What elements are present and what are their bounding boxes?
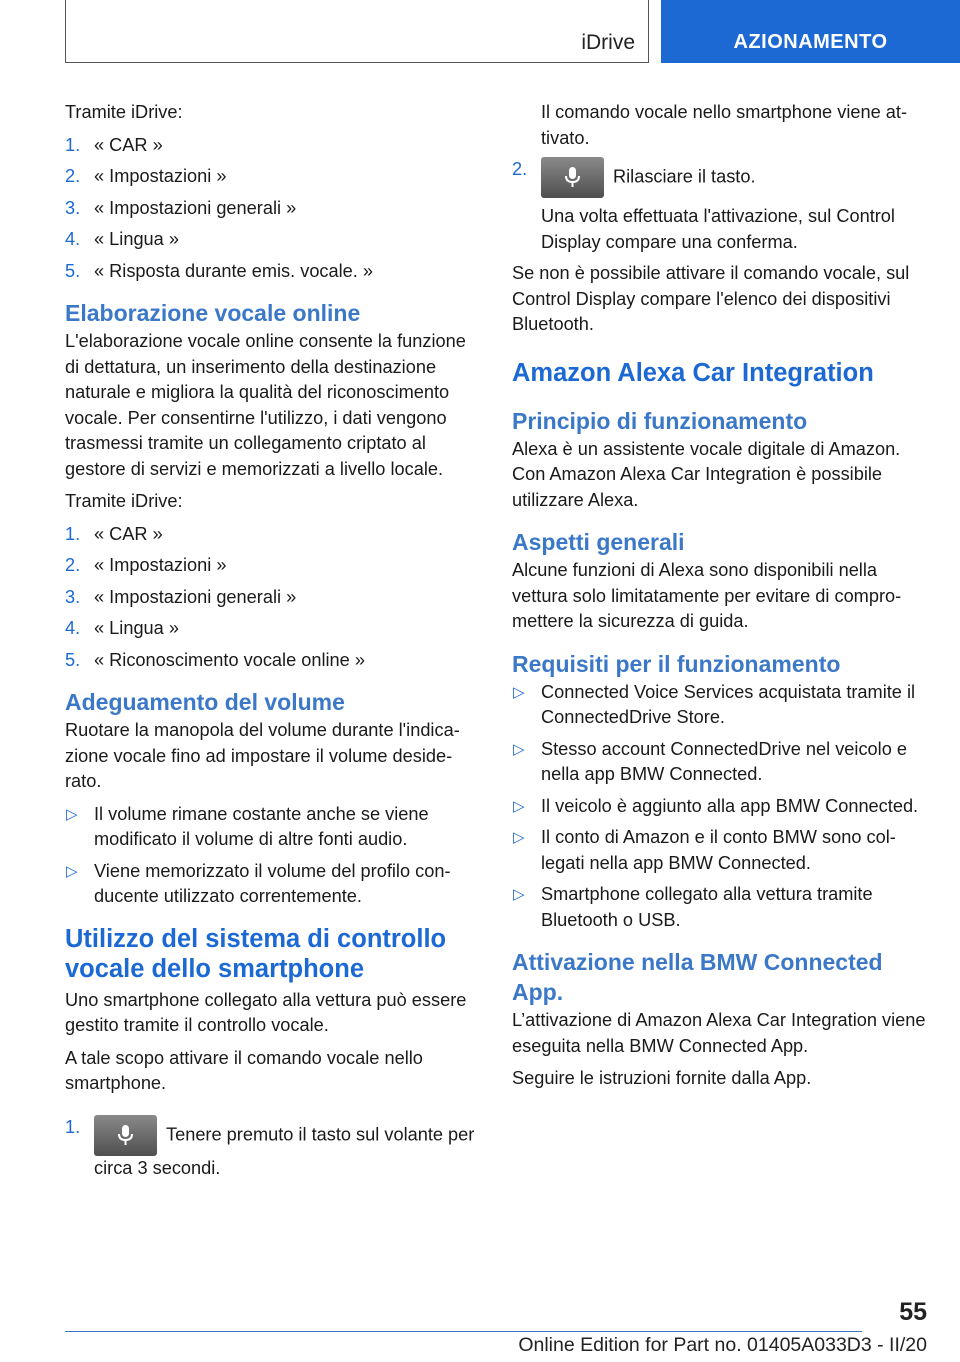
list-item: ▷ Connected Voice Services acquistata tramite il ConnectedDrive Store. — [513, 681, 916, 727]
bullet-triangle-icon: ▷ — [513, 797, 525, 815]
list-item: 5. « Risposta durante emis. vocale. » — [65, 260, 374, 281]
bullet-triangle-icon: ▷ — [66, 862, 78, 880]
list-item: 2. « Impostazioni » — [65, 555, 227, 575]
list-item: 1. « CAR » — [65, 134, 163, 155]
paragraph-online-processing: L'elaborazione vocale online consente la funzione di dettatura, un inserimento della destinazione naturale e migliora la qualità del riconoscimento vocale. Per consentirne l'utilizzo, i dati vengono trasmessi tramite un collegamento criptato al gestore di servizi e memorizzati a livello locale. — [65, 331, 466, 479]
list-item: ▷ Il veicolo è aggiunto alla app BMW Connected. — [512, 794, 927, 820]
paragraph-smartphone-2: A tale scopo attivare il comando vocale nello smartphone. — [65, 1047, 423, 1093]
microphone-icon — [94, 1115, 157, 1156]
paragraph-activation-1: L’attivazione di Amazon Alexa Car Integration viene eseguita nella BMW Connected App. — [512, 1010, 926, 1056]
intro-text: Tramite iDrive: — [65, 102, 183, 122]
heading-principle: Principio di funzionamento — [512, 407, 808, 434]
list-item: 5. « Riconoscimento vocale online » — [65, 649, 365, 670]
list-item: ▷ Il conto di Amazon e il conto BMW sono collegati nella app BMW Connected. — [513, 827, 896, 873]
list-item: 3. « Impostazioni generali » — [65, 197, 297, 218]
heading-volume: Adeguamento del volume — [65, 689, 345, 715]
paragraph-smartphone-1: Uno smartphone collegato alla vettura può essere gestito tramite il controllo vocale. — [65, 989, 467, 1035]
header-chapter-tab — [661, 0, 960, 63]
list-item: 4. « Lingua » — [65, 229, 179, 249]
step-continuation: Una volta effettuata l'attivazione, sul Control Display compare una conferma. — [541, 206, 895, 252]
list-item: ▷ Viene memorizzato il volume del profilo conducente utilizzato correntemente. — [66, 860, 451, 906]
list-item: 4. « Lingua » — [65, 618, 179, 638]
page-number: 55 — [899, 1298, 927, 1326]
bullet-triangle-icon: ▷ — [513, 886, 525, 903]
heading-general: Aspetti generali — [512, 529, 685, 555]
paragraph-principle: Alexa è un assistente vocale digitale di Amazon. Con Amazon Alexa Car Integration è possibile utilizzare Alexa. — [512, 438, 901, 510]
steps-list-response — [65, 133, 480, 285]
list-item: ▷ Stesso account ConnectedDrive nel veicolo e nella app BMW Connected. — [513, 738, 907, 784]
header-section-box — [65, 0, 649, 63]
right-column — [512, 100, 927, 1099]
intro-text: Tramite iDrive: — [65, 491, 183, 511]
bullet-triangle-icon: ▷ — [66, 805, 78, 823]
list-item: 1. « CAR » — [65, 523, 163, 544]
footer-divider — [65, 1331, 862, 1332]
paragraph-activation-2: Seguire le istruzioni fornite dalla App. — [512, 1068, 812, 1088]
heading-alexa: Amazon Alexa Car Integration — [512, 358, 874, 387]
left-column — [65, 100, 480, 1187]
heading-smartphone-voice: Utilizzo del sistema di controllo vocale dello smartphone — [65, 924, 447, 983]
step-continuation: Il comando vocale nello smartphone viene attivato. — [541, 102, 907, 148]
steps-list-online — [65, 522, 480, 674]
list-item: 2. Rilasciare il tasto. — [512, 157, 927, 198]
paragraph-general: Alcune funzioni di Alexa sono disponibili nella vettura solo limitatamente per evitare di compromettere la sicurezza di guida. — [512, 560, 902, 631]
bullet-triangle-icon: ▷ — [513, 829, 525, 846]
bullet-triangle-icon: ▷ — [513, 740, 525, 758]
header-chapter-title: AZIONAMENTO — [733, 31, 888, 53]
list-item: ▷ Smartphone collegato alla vettura tramite Bluetooth o USB. — [513, 884, 873, 930]
bullet-triangle-icon: ▷ — [513, 683, 525, 701]
paragraph-volume: Ruotare la manopola del volume durante l'indicazione vocale fino ad impostare il volume desiderato. — [65, 720, 460, 791]
microphone-icon — [541, 157, 604, 198]
paragraph-activation-fail: Se non è possibile attivare il comando vocale, sul Control Display compare l'elenco dei dispositivi Bluetooth. — [512, 263, 910, 334]
list-item: 2. « Impostazioni » — [65, 166, 227, 186]
list-item: 3. « Impostazioni generali » — [65, 586, 297, 607]
footer-edition: Online Edition for Part no. 01405A033D3 - II/20 — [518, 1334, 927, 1356]
heading-activation: Attivazione nella BMW Connected App. — [512, 949, 883, 1005]
header-section-title: iDrive — [581, 31, 635, 54]
list-item: 1. Tenere premuto il tasto sul volante per circa 3 secondi. — [65, 1116, 475, 1178]
heading-online-processing: Elaborazione vocale online — [65, 300, 361, 326]
list-item: ▷ Il volume rimane costante anche se viene modificato il volume di altre fonti audio. — [66, 803, 429, 849]
heading-requirements: Requisiti per il funzionamento — [512, 650, 841, 677]
